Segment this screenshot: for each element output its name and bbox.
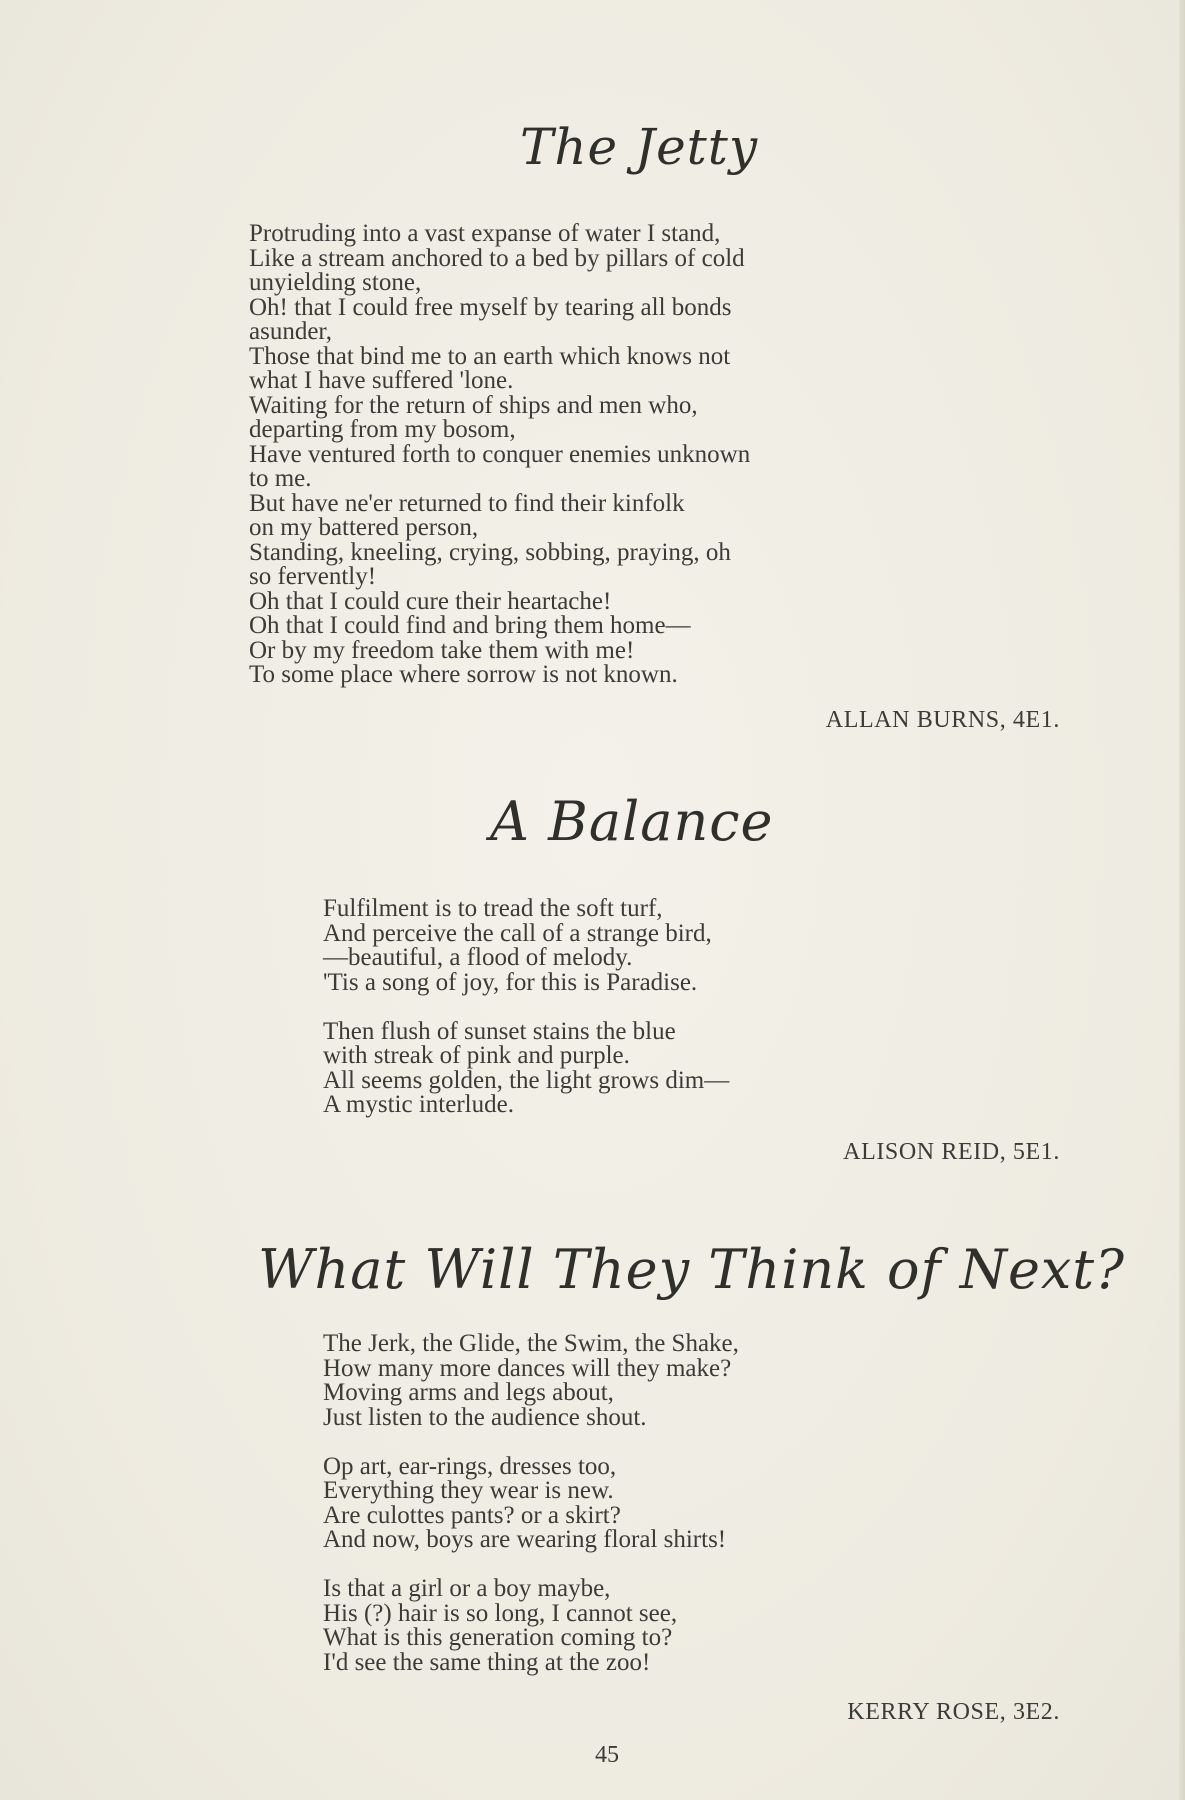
poem-line: Or by my freedom take them with me!: [249, 636, 635, 664]
poem-line: How many more dances will they make?: [323, 1354, 732, 1382]
poem-line: Standing, kneeling, crying, sobbing, praying, oh: [249, 538, 731, 566]
poem-line: unyielding stone,: [249, 269, 422, 296]
poem-line: asunder,: [249, 318, 332, 345]
poem-line: Waiting for the return of ships and men who,: [249, 391, 698, 419]
poem-line: 'Tis a song of joy, for this is Paradise.: [323, 968, 698, 996]
poem-line: A mystic interlude.: [323, 1091, 514, 1118]
poem-title-the-jetty: The Jetty: [520, 118, 759, 176]
poem-title-what-will-they-think-of-next: What Will They Think of Next?: [258, 1238, 1126, 1301]
poem-line: Like a stream anchored to a bed by pillars of cold: [249, 244, 745, 272]
poem-line: I'd see the same thing at the zoo!: [323, 1648, 651, 1676]
poem-author-allan-burns: ALLAN BURNS, 4E1.: [825, 707, 1060, 733]
poem-line: The Jerk, the Glide, the Swim, the Shake,: [323, 1330, 739, 1357]
page-number: 45: [595, 1742, 619, 1768]
poem-line: All seems golden, the light grows dim—: [323, 1066, 730, 1094]
poem-author-kerry-rose: KERRY ROSE, 3E2.: [847, 1699, 1060, 1725]
poem-line: on my battered person,: [249, 514, 479, 541]
poem-line: And perceive the call of a strange bird,: [323, 919, 712, 947]
poem-line: What is this generation coming to?: [323, 1624, 673, 1651]
poem-line: Oh that I could cure their heartache!: [249, 587, 612, 615]
poem-line: with streak of pink and purple.: [323, 1042, 630, 1069]
stanza-break: [323, 1430, 739, 1455]
page-edge: [1179, 0, 1185, 1800]
stanza-break: [323, 995, 729, 1020]
poem-line: Protruding into a vast expanse of water I stand,: [249, 220, 721, 247]
stanza-break: [323, 1553, 739, 1578]
poem-line: To some place where sorrow is not known.: [249, 661, 678, 688]
poem-title-a-balance: A Balance: [490, 790, 774, 853]
poem-line: And now, boys are wearing floral shirts!: [323, 1526, 727, 1553]
poem-line: Oh! that I could free myself by tearing all bonds: [249, 293, 732, 321]
poem-line: Are culottes pants? or a skirt?: [323, 1501, 621, 1529]
poem-body-the-jetty: [249, 222, 750, 688]
poem-line: But have ne'er returned to find their kinfolk: [249, 489, 685, 517]
poem-body-what-will-they-think-of-next: [323, 1332, 739, 1675]
poem-body-a-balance: [323, 897, 729, 1118]
poem-line: departing from my bosom,: [249, 416, 516, 443]
poem-line: Those that bind me to an earth which knows not: [249, 342, 731, 370]
poem-line: Oh that I could find and bring them home—: [249, 612, 691, 639]
poem-line: Have ventured forth to conquer enemies unknown: [249, 440, 751, 468]
poem-line: Is that a girl or a boy maybe,: [323, 1575, 611, 1602]
poem-line: what I have suffered 'lone.: [249, 367, 514, 394]
poem-line: Then flush of sunset stains the blue: [323, 1017, 676, 1045]
poem-line: —beautiful, a flood of melody.: [323, 944, 633, 971]
poem-line: Everything they wear is new.: [323, 1477, 614, 1504]
poem-line: so fervently!: [249, 563, 377, 590]
poem-line: Op art, ear-rings, dresses too,: [323, 1452, 617, 1480]
poem-line: Moving arms and legs about,: [323, 1379, 614, 1406]
poem-line: to me.: [249, 465, 312, 492]
poem-author-alison-reid: ALISON REID, 5E1.: [843, 1139, 1060, 1165]
poem-line: Just listen to the audience shout.: [323, 1403, 647, 1431]
poem-line: His (?) hair is so long, I cannot see,: [323, 1599, 678, 1627]
poem-line: Fulfilment is to tread the soft turf,: [323, 895, 663, 922]
